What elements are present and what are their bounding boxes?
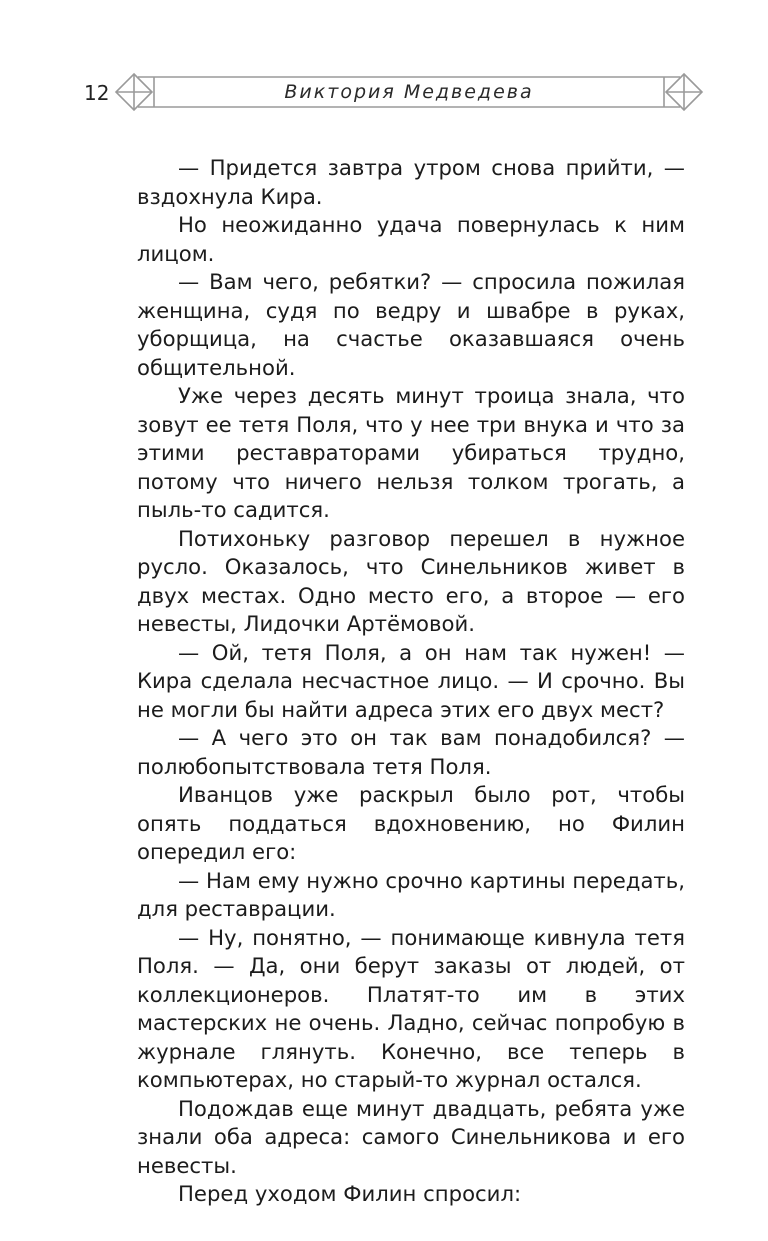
paragraph: Подождав еще минут двадцать, ребята уже знали оба адреса: самого Синельникова и его невесты. <box>137 1095 685 1178</box>
paragraph: — Ну, понятно, — понимающе кивнула тетя Поля. — Да, они берут заказы от людей, от коллекционеров. Платят-то им в этих мастерских не очень. Ладно, сейчас попробую в журнале глянуть. Конечно, все теперь в компьютерах, но старый-то журнал остался. <box>137 924 685 1092</box>
paragraph: Но неожиданно удача повернулась к ним лицом. <box>137 212 685 266</box>
paragraph: Иванцов уже раскрыл было рот, чтобы опять поддаться вдохновению, но Филин опередил его: <box>137 782 685 864</box>
page-number: 12 <box>84 81 110 105</box>
paragraph: — Вам чего, ребятки? — спросила пожилая женщина, судя по ведру и швабре в руках, уборщица, на счастье оказавшаяся очень общительной. <box>137 269 685 380</box>
paragraph: Уже через десять минут троица знала, что зовут ее тетя Поля, что у нее три внука и что за этими реставраторами убираться трудно, потому что ничего нельзя толком трогать, а пыль-то садится. <box>137 383 685 522</box>
paragraph: — Придется завтра утром снова прийти, — вздохнула Кира. <box>137 155 685 209</box>
paragraph: Потихоньку разговор перешел в нужное русло. Оказалось, что Синельников живет в двух местах. Одно место его, а второе — его невесты, Лидочки Артёмовой. <box>137 525 685 636</box>
running-title: Виктория Медведева <box>284 81 534 103</box>
paragraph: Перед уходом Филин спросил: <box>178 1181 522 1206</box>
body-text <box>137 154 685 1209</box>
paragraph: — Ой, тетя Поля, а он нам так нужен! — Кира сделала несчастное лицо. — И срочно. Вы не могли бы найти адреса этих его двух мест? <box>137 639 685 722</box>
paragraph: — Нам ему нужно срочно картины передать, для реставрации. <box>137 867 685 921</box>
paragraph: — А чего это он так вам понадобился? — полюбопытствовала тетя Поля. <box>137 725 685 779</box>
